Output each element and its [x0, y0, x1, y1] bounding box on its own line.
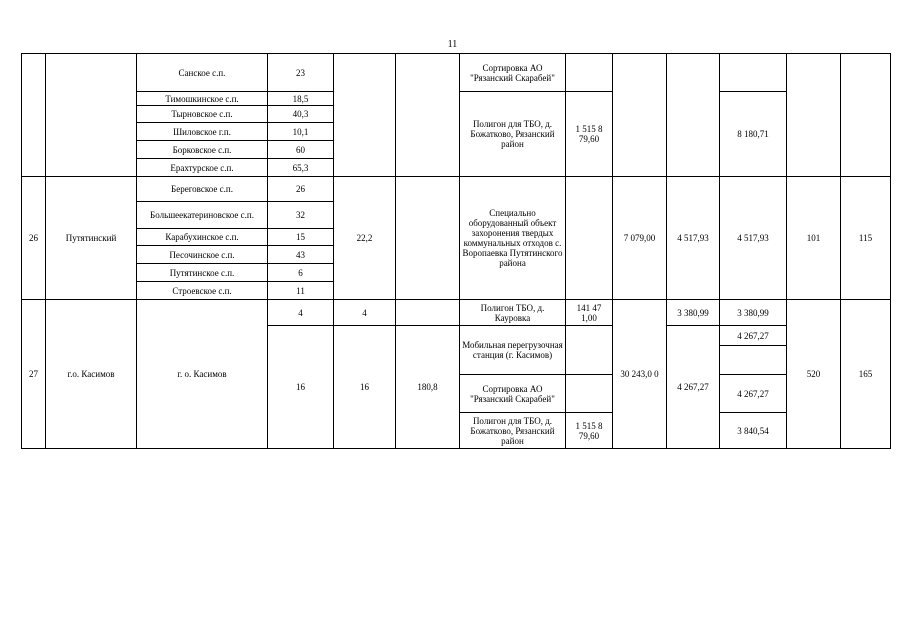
settlement-value-cell: 32: [268, 202, 334, 229]
settlement-value-cell: 16: [268, 326, 334, 449]
value-cell: 520: [787, 300, 841, 449]
facility-cell: Сортировка АО "Рязанский Скарабей": [460, 54, 566, 92]
count-cell: 16: [334, 326, 396, 449]
row-number-cell: 27: [22, 300, 46, 449]
settlement-value-cell: 18,5: [268, 92, 334, 106]
distance-cell: [396, 54, 460, 177]
cost-cell: 4 267,27: [720, 326, 787, 346]
page-number: 11: [447, 39, 458, 50]
settlement-value-cell: 43: [268, 246, 334, 264]
value-cell: [841, 54, 891, 177]
row-number-cell: 26: [22, 177, 46, 300]
settlement-value-cell: 11: [268, 282, 334, 300]
distance-cell: [396, 300, 460, 326]
cost-cell: 4 517,93: [667, 177, 720, 300]
cost-cell: [667, 54, 720, 177]
capacity-cell: [566, 326, 613, 375]
capacity-cell: [566, 54, 613, 92]
value-cell: [787, 54, 841, 177]
settlement-cell: Песочинское с.п.: [137, 246, 268, 264]
tariff-cell: 7 079,00: [613, 177, 667, 300]
settlement-cell: Береговское с.п.: [137, 177, 268, 202]
table-row: [22, 54, 891, 92]
settlement-cell: Строевское с.п.: [137, 282, 268, 300]
settlement-cell: Санское с.п.: [137, 54, 268, 92]
cost-cell: 4 267,27: [720, 375, 787, 413]
count-cell: [334, 54, 396, 177]
capacity-cell: [566, 177, 613, 300]
cost-cell: [720, 54, 787, 92]
cost-cell: 3 380,99: [720, 300, 787, 326]
facility-cell: Полигон для ТБО, д. Божатково, Рязанский район: [460, 92, 566, 177]
row-number-cell: [22, 54, 46, 177]
capacity-cell: 1 515 8 79,60: [566, 413, 613, 449]
value-cell: 165: [841, 300, 891, 449]
facility-cell: Мобильная перегрузочная станция (г. Касимов): [460, 326, 566, 375]
empty-cell: [396, 177, 460, 300]
district-cell: г.о. Касимов: [46, 300, 137, 449]
settlement-cell: Путятинское с.п.: [137, 264, 268, 282]
settlement-cell: Тимошкинское с.п.: [137, 92, 268, 106]
value-cell: 115: [841, 177, 891, 300]
settlement-value-cell: 15: [268, 229, 334, 246]
settlement-cell: Большеекатериновское с.п.: [137, 202, 268, 229]
tariff-cell: 30 243,0 0: [613, 300, 667, 449]
settlement-value-cell: 23: [268, 54, 334, 92]
settlement-value-cell: 60: [268, 141, 334, 159]
waste-routing-table: [21, 53, 891, 449]
value-cell: 101: [787, 177, 841, 300]
settlement-cell: Шиловское г.п.: [137, 123, 268, 141]
cost-cell: 3 840,54: [720, 413, 787, 449]
settlement-value-cell: 10,1: [268, 123, 334, 141]
cost-cell: [720, 346, 787, 375]
facility-cell: Специально оборудованный объект захоронения твердых коммунальных отходов с. Воропаевка Путятинского района: [460, 177, 566, 300]
settlement-value-cell: 40,3: [268, 106, 334, 123]
facility-cell: Сортировка АО "Рязанский Скарабей": [460, 375, 566, 413]
settlement-cell: Карабухинское с.п.: [137, 229, 268, 246]
settlement-value-cell: 6: [268, 264, 334, 282]
capacity-cell: [566, 375, 613, 413]
settlement-cell: Ерахтурское с.п.: [137, 159, 268, 177]
capacity-cell: 1 515 8 79,60: [566, 92, 613, 177]
settlement-value-cell: 26: [268, 177, 334, 202]
settlement-value-cell: 65,3: [268, 159, 334, 177]
cost-cell: 3 380,99: [667, 300, 720, 326]
tariff-cell: [613, 54, 667, 177]
facility-cell: Полигон для ТБО, д. Божатково, Рязанский район: [460, 413, 566, 449]
table-row: [22, 300, 891, 326]
settlement-value-cell: 4: [268, 300, 334, 326]
facility-cell: Полигон ТБО, д. Кауровка: [460, 300, 566, 326]
settlement-cell: г. о. Касимов: [137, 300, 268, 449]
district-cell: Путятинский: [46, 177, 137, 300]
cost-cell: 4 267,27: [667, 326, 720, 449]
settlement-cell: Борковское с.п.: [137, 141, 268, 159]
district-cell: [46, 54, 137, 177]
capacity-cell: 141 47 1,00: [566, 300, 613, 326]
cost-cell: 4 517,93: [720, 177, 787, 300]
settlement-cell: Тырновское с.п.: [137, 106, 268, 123]
cost-cell: 8 180,71: [720, 92, 787, 177]
distance-cell: 22,2: [334, 177, 396, 300]
table-row: [22, 177, 891, 202]
count-cell: 4: [334, 300, 396, 326]
distance-cell: 180,8: [396, 326, 460, 449]
